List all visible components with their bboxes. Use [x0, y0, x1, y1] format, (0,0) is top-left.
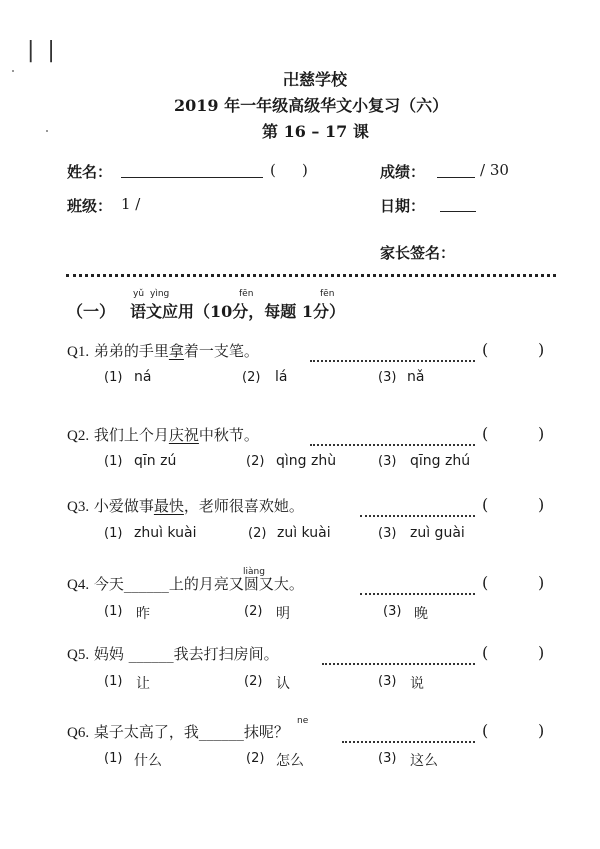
question-text: 抹呢？ [243, 723, 289, 741]
option-text: zhuì kuài [134, 525, 197, 541]
option-number: (1) [104, 751, 123, 766]
question-text: 上的月亮又圆又大。 [168, 575, 304, 593]
option-text: qìng zhù [276, 453, 337, 469]
pinyin-fen-2: fēn [320, 289, 335, 299]
section-title-part: 语 [130, 302, 147, 321]
question-text: 弟弟的手里 [93, 342, 169, 360]
lesson-range: 第 16 – 17 课 [262, 122, 369, 141]
option-number: (3) [378, 526, 397, 541]
option-number: (3) [378, 674, 397, 689]
option-text: 怎么 [276, 753, 304, 769]
question-target: 最快 [153, 497, 184, 515]
leader-dots [342, 731, 475, 750]
option-number: (1) [104, 526, 123, 541]
answer-bracket-open[interactable]: ( [482, 495, 489, 514]
answer-bracket-open[interactable]: ( [482, 424, 489, 443]
score-label: 成绩： [380, 163, 426, 181]
school-name: 卍慈学校 [283, 70, 348, 89]
answer-bracket-close[interactable]: ) [538, 340, 545, 359]
pinyin-fen-1: fēn [239, 289, 254, 299]
leader-dots [310, 350, 475, 369]
leader-dots [360, 583, 475, 602]
option-text: 晚 [414, 606, 428, 622]
option-text: zuì kuài [277, 525, 331, 541]
option-text: lá [275, 369, 288, 385]
question-text: 我去打扫房间。 [173, 645, 279, 663]
pinyin-liang: liàng [243, 567, 265, 577]
question-q4 [67, 573, 304, 594]
question-text: 我们上个月 [93, 426, 169, 444]
answer-blank[interactable]: ______ [128, 645, 174, 663]
question-number: Q2. [67, 428, 90, 444]
question-number: Q3. [67, 499, 90, 515]
option-number: (1) [104, 604, 123, 619]
question-target: 庆祝 [168, 426, 199, 444]
option-number: (3) [378, 454, 397, 469]
option-number: (1) [104, 370, 123, 385]
worksheet-title: 2019 年一年级高级华文小复习（六） [174, 96, 449, 115]
pinyin-yu: yǔ [133, 289, 145, 299]
answer-bracket-close[interactable]: ) [538, 424, 545, 443]
question-text: 中秋节。 [198, 426, 259, 444]
option-number: (1) [104, 454, 123, 469]
question-text: 小爱做事 [93, 497, 154, 515]
option-number: (2) [246, 454, 265, 469]
scan-speck [12, 70, 14, 72]
question-target: 拿 [168, 342, 184, 360]
score-blank[interactable] [437, 163, 475, 182]
option-text: 说 [410, 676, 424, 692]
class-number-paren-close: ) [302, 161, 308, 179]
option-number: (3) [378, 370, 397, 385]
question-q1 [67, 340, 259, 361]
option-text: qīng zhú [410, 453, 471, 469]
question-number: Q5. [67, 647, 90, 663]
score-total: / 30 [480, 161, 509, 179]
pinyin-ne: ne [297, 716, 309, 726]
option-text: ná [134, 369, 152, 385]
question-q3 [67, 495, 304, 516]
question-number: Q6. [67, 725, 90, 741]
option-number: (1) [104, 674, 123, 689]
class-label: 班级： [67, 197, 113, 215]
answer-bracket-close[interactable]: ) [538, 495, 545, 514]
leader-dots [310, 434, 475, 453]
section-title-part: 分，每题 1 [232, 302, 314, 321]
question-number: Q4. [67, 577, 90, 593]
class-number-paren-open: ( [270, 161, 276, 179]
option-text: 什么 [134, 753, 162, 769]
pinyin-ying: yìng [150, 289, 170, 299]
option-number: (2) [246, 751, 265, 766]
section-title [130, 299, 345, 322]
scan-speck [46, 130, 48, 132]
date-label: 日期： [380, 197, 426, 215]
question-number: Q1. [67, 344, 90, 360]
option-text: zuì guài [410, 525, 465, 541]
option-number: (2) [244, 604, 263, 619]
answer-bracket-close[interactable]: ) [538, 721, 545, 740]
section-number: （一） [67, 302, 116, 321]
class-value: 1 / [121, 195, 141, 213]
question-text: ，老师很喜欢她。 [183, 497, 304, 515]
answer-bracket-close[interactable]: ) [538, 643, 545, 662]
question-q2 [67, 424, 259, 445]
name-blank[interactable] [121, 163, 263, 182]
option-number: (2) [242, 370, 261, 385]
option-text: 昨 [136, 606, 150, 622]
option-number: (3) [378, 751, 397, 766]
date-blank[interactable] [440, 197, 476, 216]
answer-bracket-open[interactable]: ( [482, 721, 489, 740]
answer-bracket-close[interactable]: ) [538, 573, 545, 592]
option-number: (3) [383, 604, 402, 619]
option-text: qīn zú [134, 453, 177, 469]
question-text: 妈妈 [93, 645, 124, 663]
dotted-divider [66, 274, 556, 277]
question-q6 [67, 721, 289, 742]
answer-bracket-open[interactable]: ( [482, 573, 489, 592]
question-text: 今天 [93, 575, 124, 593]
answer-blank[interactable]: ______ [198, 723, 244, 741]
option-text: 让 [136, 676, 150, 692]
question-text: 桌子太高了，我 [93, 723, 199, 741]
leader-dots [360, 505, 475, 524]
parent-signature-label: 家长签名： [380, 244, 456, 262]
answer-bracket-open[interactable]: ( [482, 643, 489, 662]
option-number: (2) [244, 674, 263, 689]
option-text: 这么 [410, 753, 438, 769]
option-text: 认 [276, 676, 290, 692]
option-number: (2) [248, 526, 267, 541]
question-text: 着一支笔。 [183, 342, 259, 360]
question-q5 [67, 643, 279, 664]
section-title-part: 文应用（10 [146, 302, 233, 321]
answer-bracket-open[interactable]: ( [482, 340, 489, 359]
name-label: 姓名： [67, 163, 113, 181]
option-text: nǎ [407, 369, 425, 385]
section-title-part: 分） [313, 302, 346, 321]
corner-mark: | | [27, 38, 58, 63]
option-text: 明 [276, 606, 290, 622]
leader-dots [322, 653, 475, 672]
answer-blank[interactable]: ______ [123, 575, 169, 593]
